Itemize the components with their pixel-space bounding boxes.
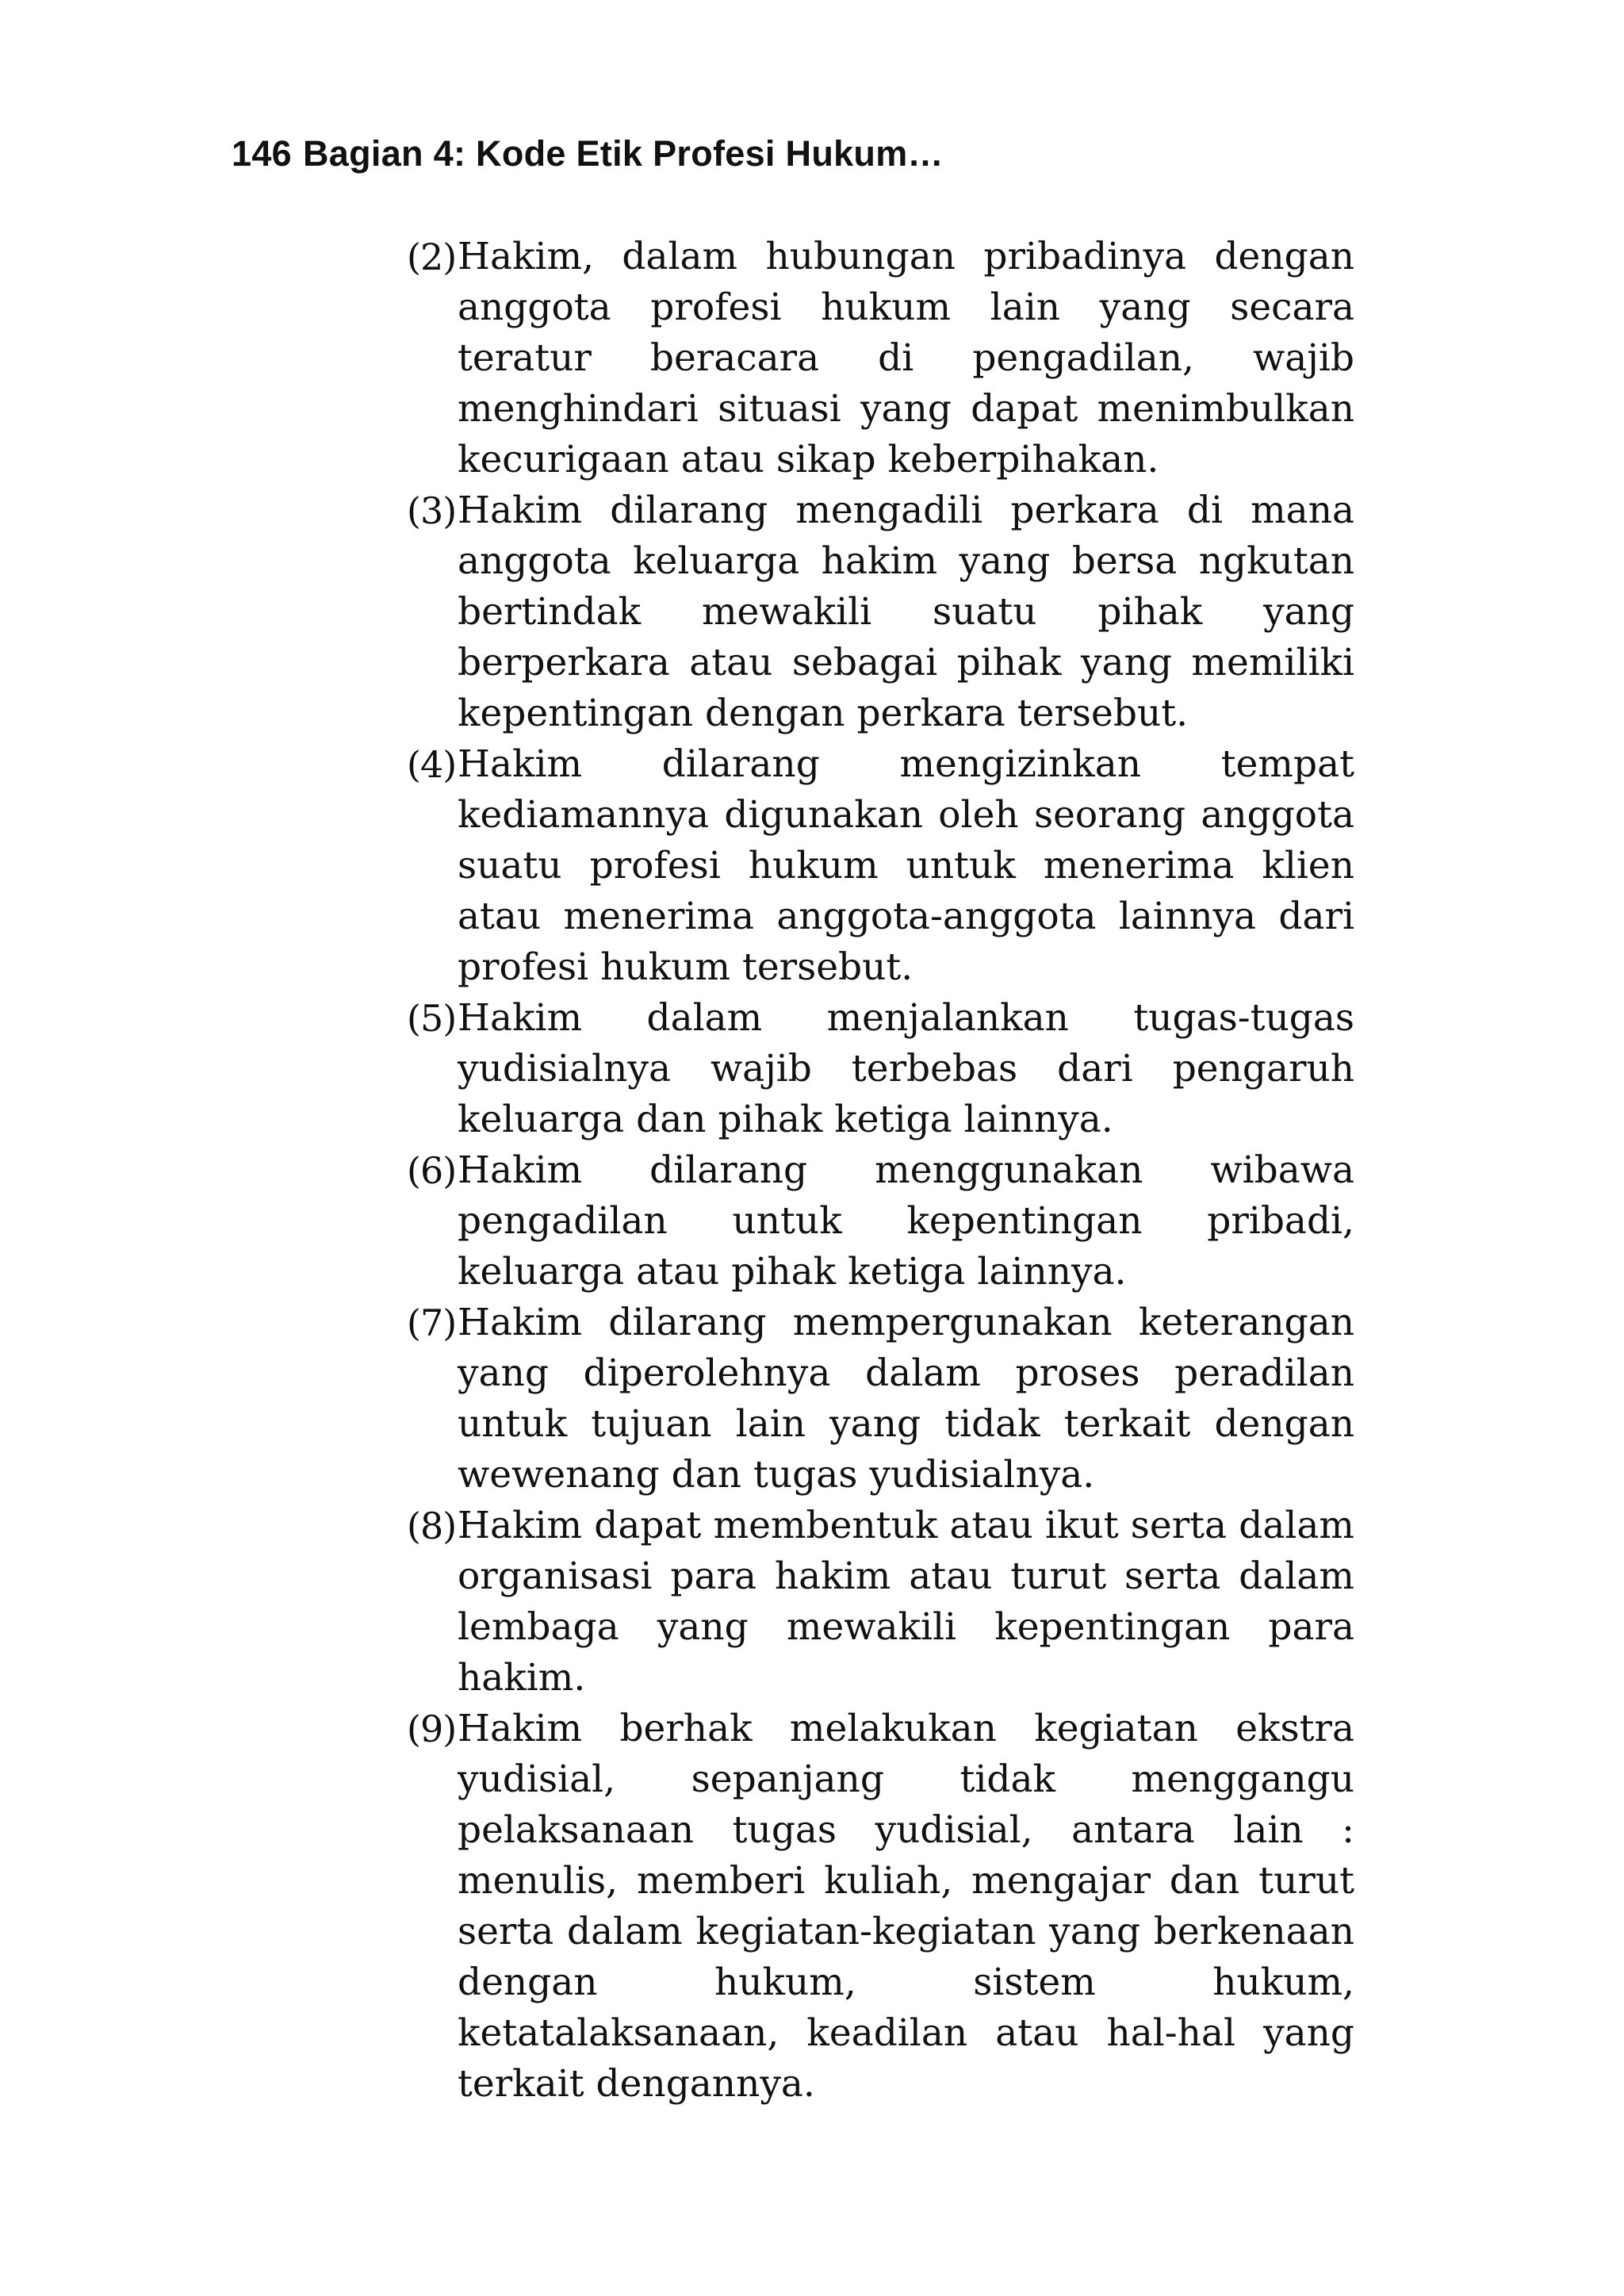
item-text: Hakim dilarang mengadili perkara di mana anggota keluarga hakim yang bersa ngkutan bertindak mewakili suatu pihak yang berperkara atau sebagai pihak yang memiliki kepentingan dengan perkara tersebut.	[458, 489, 1354, 735]
numbered-list	[407, 232, 1354, 2110]
item-text: Hakim dalam menjalankan tugas-tugas yudisialnya wajib terbebas dari pengaruh keluarga dan pihak ketiga lainnya.	[458, 996, 1354, 1141]
list-item	[407, 485, 1354, 739]
item-number: (8)	[407, 1504, 457, 1547]
item-text: Hakim dilarang mempergunakan keterangan yang diperolehnya dalam proses peradilan untuk tujuan lain yang tidak terkait dengan wewenang dan tugas yudisialnya.	[458, 1301, 1354, 1497]
list-item	[407, 1145, 1354, 1297]
list-item	[407, 993, 1354, 1145]
item-text: Hakim dilarang menggunakan wibawa pengadilan untuk kepentingan pribadi, keluarga atau pihak ketiga lainnya.	[458, 1148, 1354, 1294]
list-item	[407, 1297, 1354, 1501]
list-item	[407, 232, 1354, 485]
item-number: (9)	[407, 1708, 457, 1750]
item-number: (5)	[407, 997, 457, 1040]
item-text: Hakim berhak melakukan kegiatan ekstra yudisial, sepanjang tidak menggangu pelaksanaan tugas yudisial, antara lain : menulis, memberi kuliah, mengajar dan turut serta dalam kegiatan-kegiatan yang berkenaan dengan hukum, sistem hukum, ketatalaksanaan, keadilan atau hal-hal yang terkait dengannya.	[458, 1707, 1354, 2106]
item-number: (3)	[407, 489, 457, 532]
item-number: (2)	[407, 236, 457, 278]
chapter-title: Bagian 4: Kode Etik Profesi Hukum…	[302, 133, 944, 174]
page-number: 146	[232, 133, 292, 174]
item-text: Hakim dapat membentuk atau ikut serta dalam organisasi para hakim atau turut serta dalam lembaga yang mewakili kepentingan para hakim.	[458, 1504, 1354, 1700]
list-item	[407, 739, 1354, 993]
item-text: Hakim, dalam hubungan pribadinya dengan anggota profesi hukum lain yang secara teratur beracara di pengadilan, wajib menghindari situasi yang dapat menimbulkan kecurigaan atau sikap keberpihakan.	[458, 235, 1354, 481]
item-number: (6)	[407, 1149, 457, 1192]
item-number: (7)	[407, 1301, 457, 1344]
item-number: (4)	[407, 743, 457, 786]
list-item	[407, 1704, 1354, 2110]
list-item	[407, 1501, 1354, 1704]
running-header	[232, 133, 944, 174]
item-text: Hakim dilarang mengizinkan tempat kediamannya digunakan oleh seorang anggota suatu profesi hukum untuk menerima klien atau menerima anggota-anggota lainnya dari profesi hukum tersebut.	[458, 742, 1354, 989]
